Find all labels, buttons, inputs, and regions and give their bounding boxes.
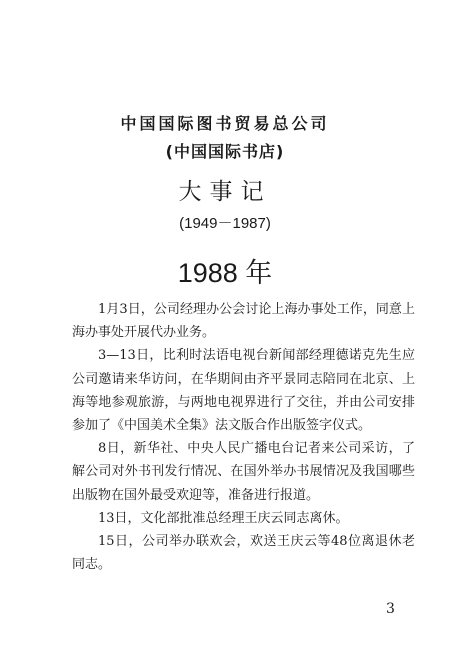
entry-paragraph: 3—13日，比利时法语电视台新闻部经理德诺克先生应公司邀请来华访问，在华期间由齐平景同志陪同在北京、上海等地参观旅游，与两地电视界进行了交往，并由公司安排参加了《中国美术全集》法文版合作出版签字仪式。 (72, 348, 415, 434)
year-range: (1949－1987) (179, 215, 271, 232)
organization-title: 中国国际图书贸易总公司 (120, 114, 330, 133)
organization-alt-name: (中国国际书店) (165, 142, 285, 161)
entry-paragraph: 13日，文化部批准总经理王庆云同志离休。 (98, 510, 349, 526)
page-number: 3 (386, 601, 395, 617)
entry-paragraph: 8日，新华社、中央人民广播电台记者来公司采访，了解公司对外书刊发行情况、在国外举办书展情况及我国哪些出版物在国外最受欢迎等，准备进行报道。 (72, 441, 415, 503)
entry-paragraph: 15日，公司举办联欢会，欢送王庆云等48位离退休老同志。 (72, 534, 415, 573)
entry-paragraph: 1月3日，公司经理办公会讨论上海办事处工作，同意上海办事处开展代办业务。 (72, 302, 415, 341)
chronicle-title: 大事记 (178, 179, 272, 205)
chronicle-entries (72, 298, 415, 576)
year-heading: 1988 年 (177, 258, 273, 288)
